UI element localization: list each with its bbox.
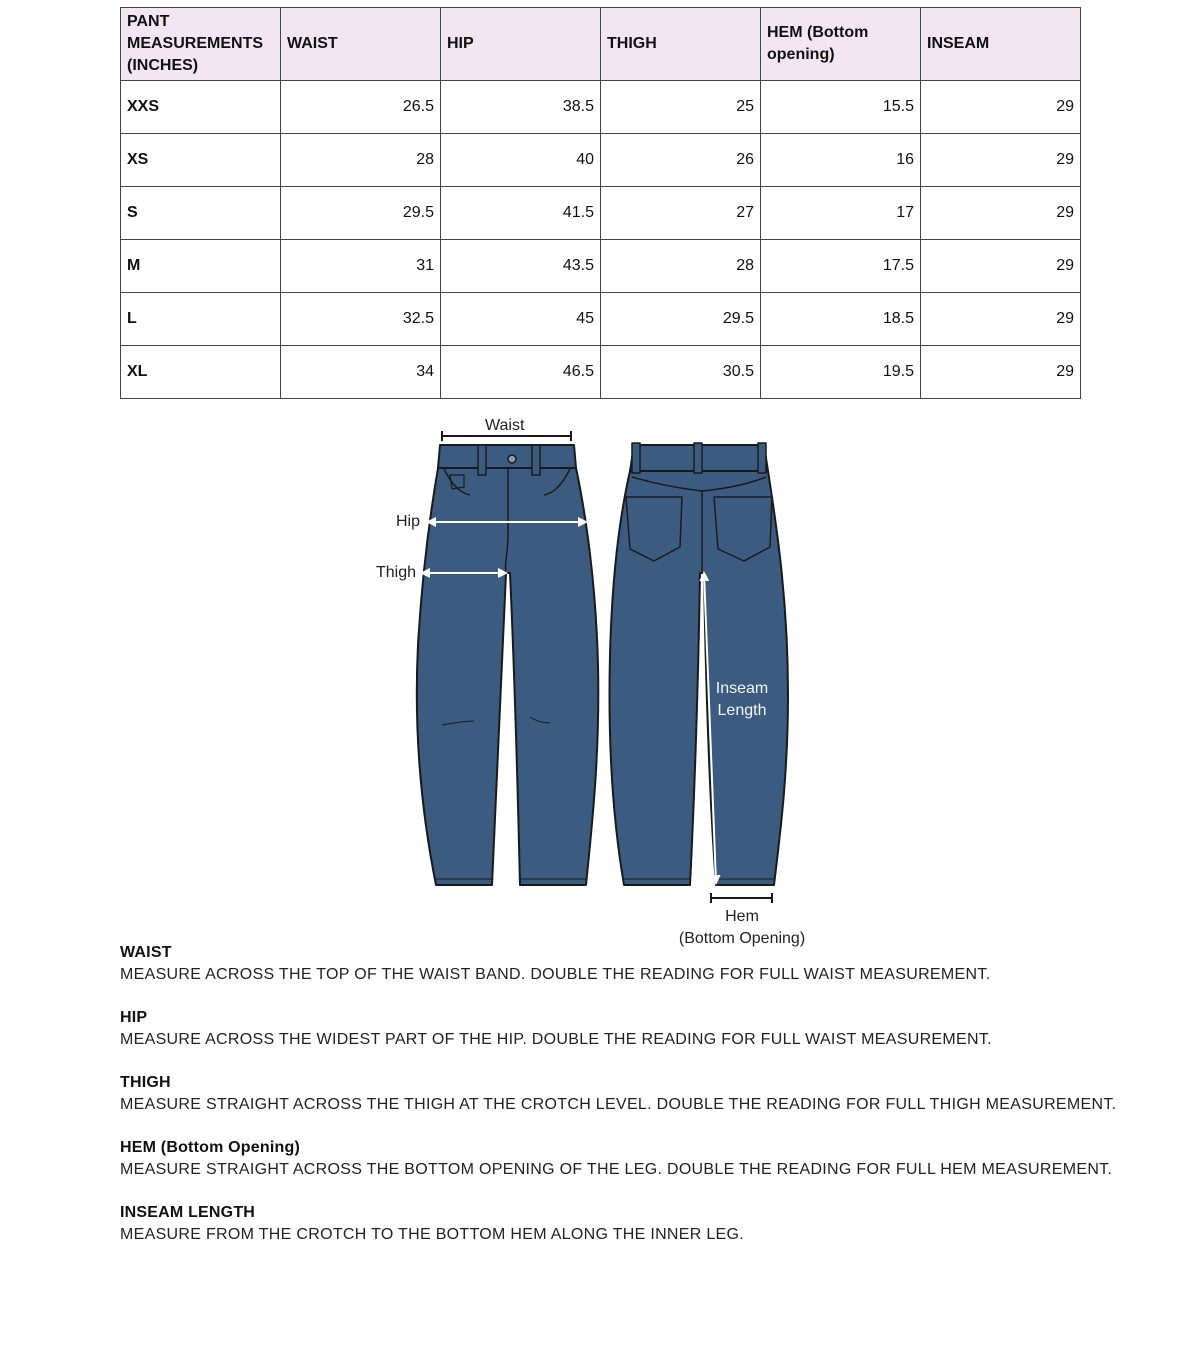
note-text: MEASURE ACROSS THE TOP OF THE WAIST BAND. DOUBLE THE READING FOR FULL WAIST MEASUREMENT. bbox=[120, 966, 991, 983]
header-pant-measurements: PANT MEASUREMENTS (INCHES) bbox=[121, 8, 281, 81]
hip-cell: 41.5 bbox=[441, 187, 601, 240]
table-row bbox=[121, 81, 1081, 134]
note-text: MEASURE STRAIGHT ACROSS THE THIGH AT THE CROTCH LEVEL. DOUBLE THE READING FOR FULL THIGH MEASUREMENT. bbox=[120, 1096, 1117, 1113]
hem-dimension-line bbox=[711, 893, 772, 903]
hip-cell: 46.5 bbox=[441, 346, 601, 399]
hem-cell: 18.5 bbox=[761, 293, 921, 346]
inseam-cell: 29 bbox=[921, 240, 1081, 293]
measurement-instructions bbox=[120, 942, 1180, 1267]
size-cell: XXS bbox=[121, 81, 281, 134]
hip-label: Hip bbox=[396, 513, 421, 530]
waist-cell: 28 bbox=[281, 134, 441, 187]
size-cell: XS bbox=[121, 134, 281, 187]
hem-label: Hem (Bottom Opening) bbox=[678, 908, 806, 947]
waist-cell: 34 bbox=[281, 346, 441, 399]
hip-cell: 43.5 bbox=[441, 240, 601, 293]
size-cell: L bbox=[121, 293, 281, 346]
inseam-cell: 29 bbox=[921, 81, 1081, 134]
note-thigh bbox=[120, 1072, 1180, 1116]
size-cell: M bbox=[121, 240, 281, 293]
inseam-length-label: Inseam Length bbox=[715, 680, 769, 719]
hip-cell: 38.5 bbox=[441, 81, 601, 134]
size-cell: S bbox=[121, 187, 281, 240]
thigh-cell: 29.5 bbox=[601, 293, 761, 346]
note-hip bbox=[120, 1007, 1180, 1051]
inseam-cell: 29 bbox=[921, 346, 1081, 399]
thigh-label: Thigh bbox=[376, 564, 417, 581]
waist-label: Waist bbox=[485, 417, 525, 434]
header-hem: HEM (Bottom opening) bbox=[761, 8, 921, 81]
table-row bbox=[121, 187, 1081, 240]
hem-cell: 15.5 bbox=[761, 81, 921, 134]
header-inseam: INSEAM bbox=[921, 8, 1081, 81]
table-row bbox=[121, 293, 1081, 346]
hip-cell: 45 bbox=[441, 293, 601, 346]
header-hip: HIP bbox=[441, 8, 601, 81]
thigh-cell: 26 bbox=[601, 134, 761, 187]
hip-cell: 40 bbox=[441, 134, 601, 187]
note-text: MEASURE STRAIGHT ACROSS THE BOTTOM OPENING OF THE LEG. DOUBLE THE READING FOR FULL HEM MEASUREMENT. bbox=[120, 1161, 1113, 1178]
note-text: MEASURE ACROSS THE WIDEST PART OF THE HIP. DOUBLE THE READING FOR FULL WAIST MEASUREMENT. bbox=[120, 1031, 992, 1048]
note-title: HEM (Bottom Opening) bbox=[120, 1139, 300, 1156]
note-waist bbox=[120, 942, 1180, 986]
note-text: MEASURE FROM THE CROTCH TO THE BOTTOM HEM ALONG THE INNER LEG. bbox=[120, 1226, 745, 1243]
table-row bbox=[121, 346, 1081, 399]
header-thigh: THIGH bbox=[601, 8, 761, 81]
note-hem bbox=[120, 1137, 1180, 1181]
size-cell: XL bbox=[121, 346, 281, 399]
thigh-cell: 27 bbox=[601, 187, 761, 240]
thigh-cell: 25 bbox=[601, 81, 761, 134]
header-waist: WAIST bbox=[281, 8, 441, 81]
waist-cell: 26.5 bbox=[281, 81, 441, 134]
back-pants-view bbox=[610, 443, 788, 885]
front-pants-view bbox=[417, 445, 599, 885]
waist-cell: 29.5 bbox=[281, 187, 441, 240]
table-row bbox=[121, 134, 1081, 187]
waist-cell: 31 bbox=[281, 240, 441, 293]
inseam-cell: 29 bbox=[921, 187, 1081, 240]
table-row bbox=[121, 240, 1081, 293]
size-chart-table bbox=[120, 7, 1081, 399]
waist-cell: 32.5 bbox=[281, 293, 441, 346]
hem-cell: 19.5 bbox=[761, 346, 921, 399]
note-title: WAIST bbox=[120, 944, 172, 961]
pants-measurement-diagram bbox=[360, 405, 840, 950]
note-inseam bbox=[120, 1202, 1180, 1246]
thigh-cell: 30.5 bbox=[601, 346, 761, 399]
note-title: THIGH bbox=[120, 1074, 171, 1091]
thigh-cell: 28 bbox=[601, 240, 761, 293]
hem-cell: 17.5 bbox=[761, 240, 921, 293]
hem-cell: 17 bbox=[761, 187, 921, 240]
note-title: INSEAM LENGTH bbox=[120, 1204, 256, 1221]
table-header-row bbox=[121, 8, 1081, 81]
inseam-cell: 29 bbox=[921, 293, 1081, 346]
note-title: HIP bbox=[120, 1009, 148, 1026]
hem-cell: 16 bbox=[761, 134, 921, 187]
inseam-cell: 29 bbox=[921, 134, 1081, 187]
